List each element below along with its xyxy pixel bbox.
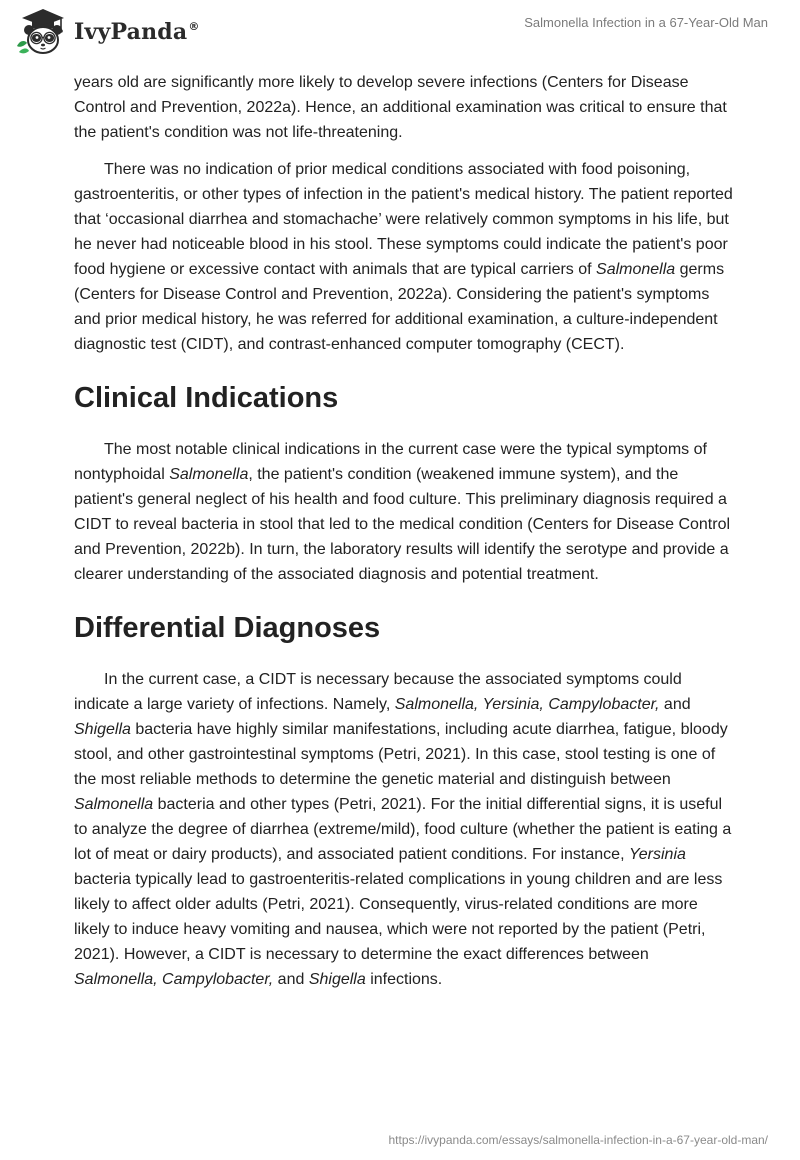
logo-wordmark: IvyPanda® [74, 19, 200, 45]
italic-term: Shigella [74, 721, 131, 738]
ivypanda-logo[interactable] [14, 6, 200, 56]
panda-graduate-icon [14, 6, 68, 56]
italic-term: Salmonella, Campylobacter, [74, 971, 274, 988]
heading-differential-diagnoses: Differential Diagnoses [74, 612, 381, 644]
document-title: Salmonella Infection in a 67-Year-Old Man [524, 15, 768, 30]
paragraph-clinical-indications: The most notable clinical indications in the current case were the typical symptoms of nontyphoidal Salmonella, the patient's condition (weakened immune system), and the patient's general neglect of his health and food culture. This preliminary diagnosis required a CIDT to reveal bacteria in stool that led to the medical condition (Centers for Disease Control and Prevention, 2022b). In turn, the laboratory results will identify the serotype and provide a clearer understanding of the associated diagnosis and potential treatment. [74, 441, 731, 583]
essay-content [74, 70, 734, 1004]
italic-term: Salmonella, Yersinia, Campylobacter, [394, 696, 660, 713]
source-url-link[interactable]: https://ivypanda.com/essays/salmonella-infection-in-a-67-year-old-man/ [388, 1133, 768, 1147]
italic-term: Salmonella [74, 796, 154, 813]
paragraph-differential-diagnoses: In the current case, a CIDT is necessary because the associated symptoms could indicate a large variety of infections. Namely, Salmonella, Yersinia, Campylobacter, and Shigella bacteria have highly similar manifestations, including acute diarrhea, fatigue, bloody stool, and other gastrointestinal symptoms (Petri, 2021). In this case, stool testing is one of the most reliable methods to determine the genetic material and distinguish between Salmonella bacteria and other types (Petri, 2021). For the initial differential signs, it is useful to analyze the degree of diarrhea (extreme/mild), food culture (whether the patient is eating a lot of meat or dairy products), and associated patient conditions. For instance, Yersinia bacteria typically lead to gastroenteritis-related complications in young children and are less likely to affect older adults (Petri, 2021). Consequently, virus-related conditions are more likely to induce heavy vomiting and nausea, which were not reported by the patient (Petri, 2021). However, a CIDT is necessary to determine the exact differences between Salmonella, Campylobacter, and Shigella infections. [74, 671, 732, 988]
paragraph-medical-history: There was no indication of prior medical conditions associated with food poisoning, gastroenteritis, or other types of infection in the patient's medical history. The patient reported that ‘occasional diarrhea and stomachache’ were relatively common symptoms in his life, but he never had noticeable blood in his stool. These symptoms could indicate the patient's poor food hygiene or excessive contact with animals that are typical carriers of Salmonella germs (Centers for Disease Control and Prevention, 2022a). Considering the patient's symptoms and prior medical history, he was referred for additional examination, a culture-independent diagnostic test (CIDT), and contrast-enhanced computer tomography (CECT). [74, 161, 733, 353]
italic-term: Salmonella [596, 261, 676, 278]
heading-clinical-indications: Clinical Indications [74, 382, 339, 414]
page-header [0, 0, 800, 64]
italic-term: Salmonella [169, 466, 249, 483]
italic-term: Yersinia [628, 846, 686, 863]
paragraph-continued: years old are significantly more likely to develop severe infections (Centers for Disease Control and Prevention, 2022a). Hence, an additional examination was critical to ensure that the patient's condition was not life-threatening. [74, 74, 727, 141]
italic-term: Shigella [308, 971, 366, 988]
